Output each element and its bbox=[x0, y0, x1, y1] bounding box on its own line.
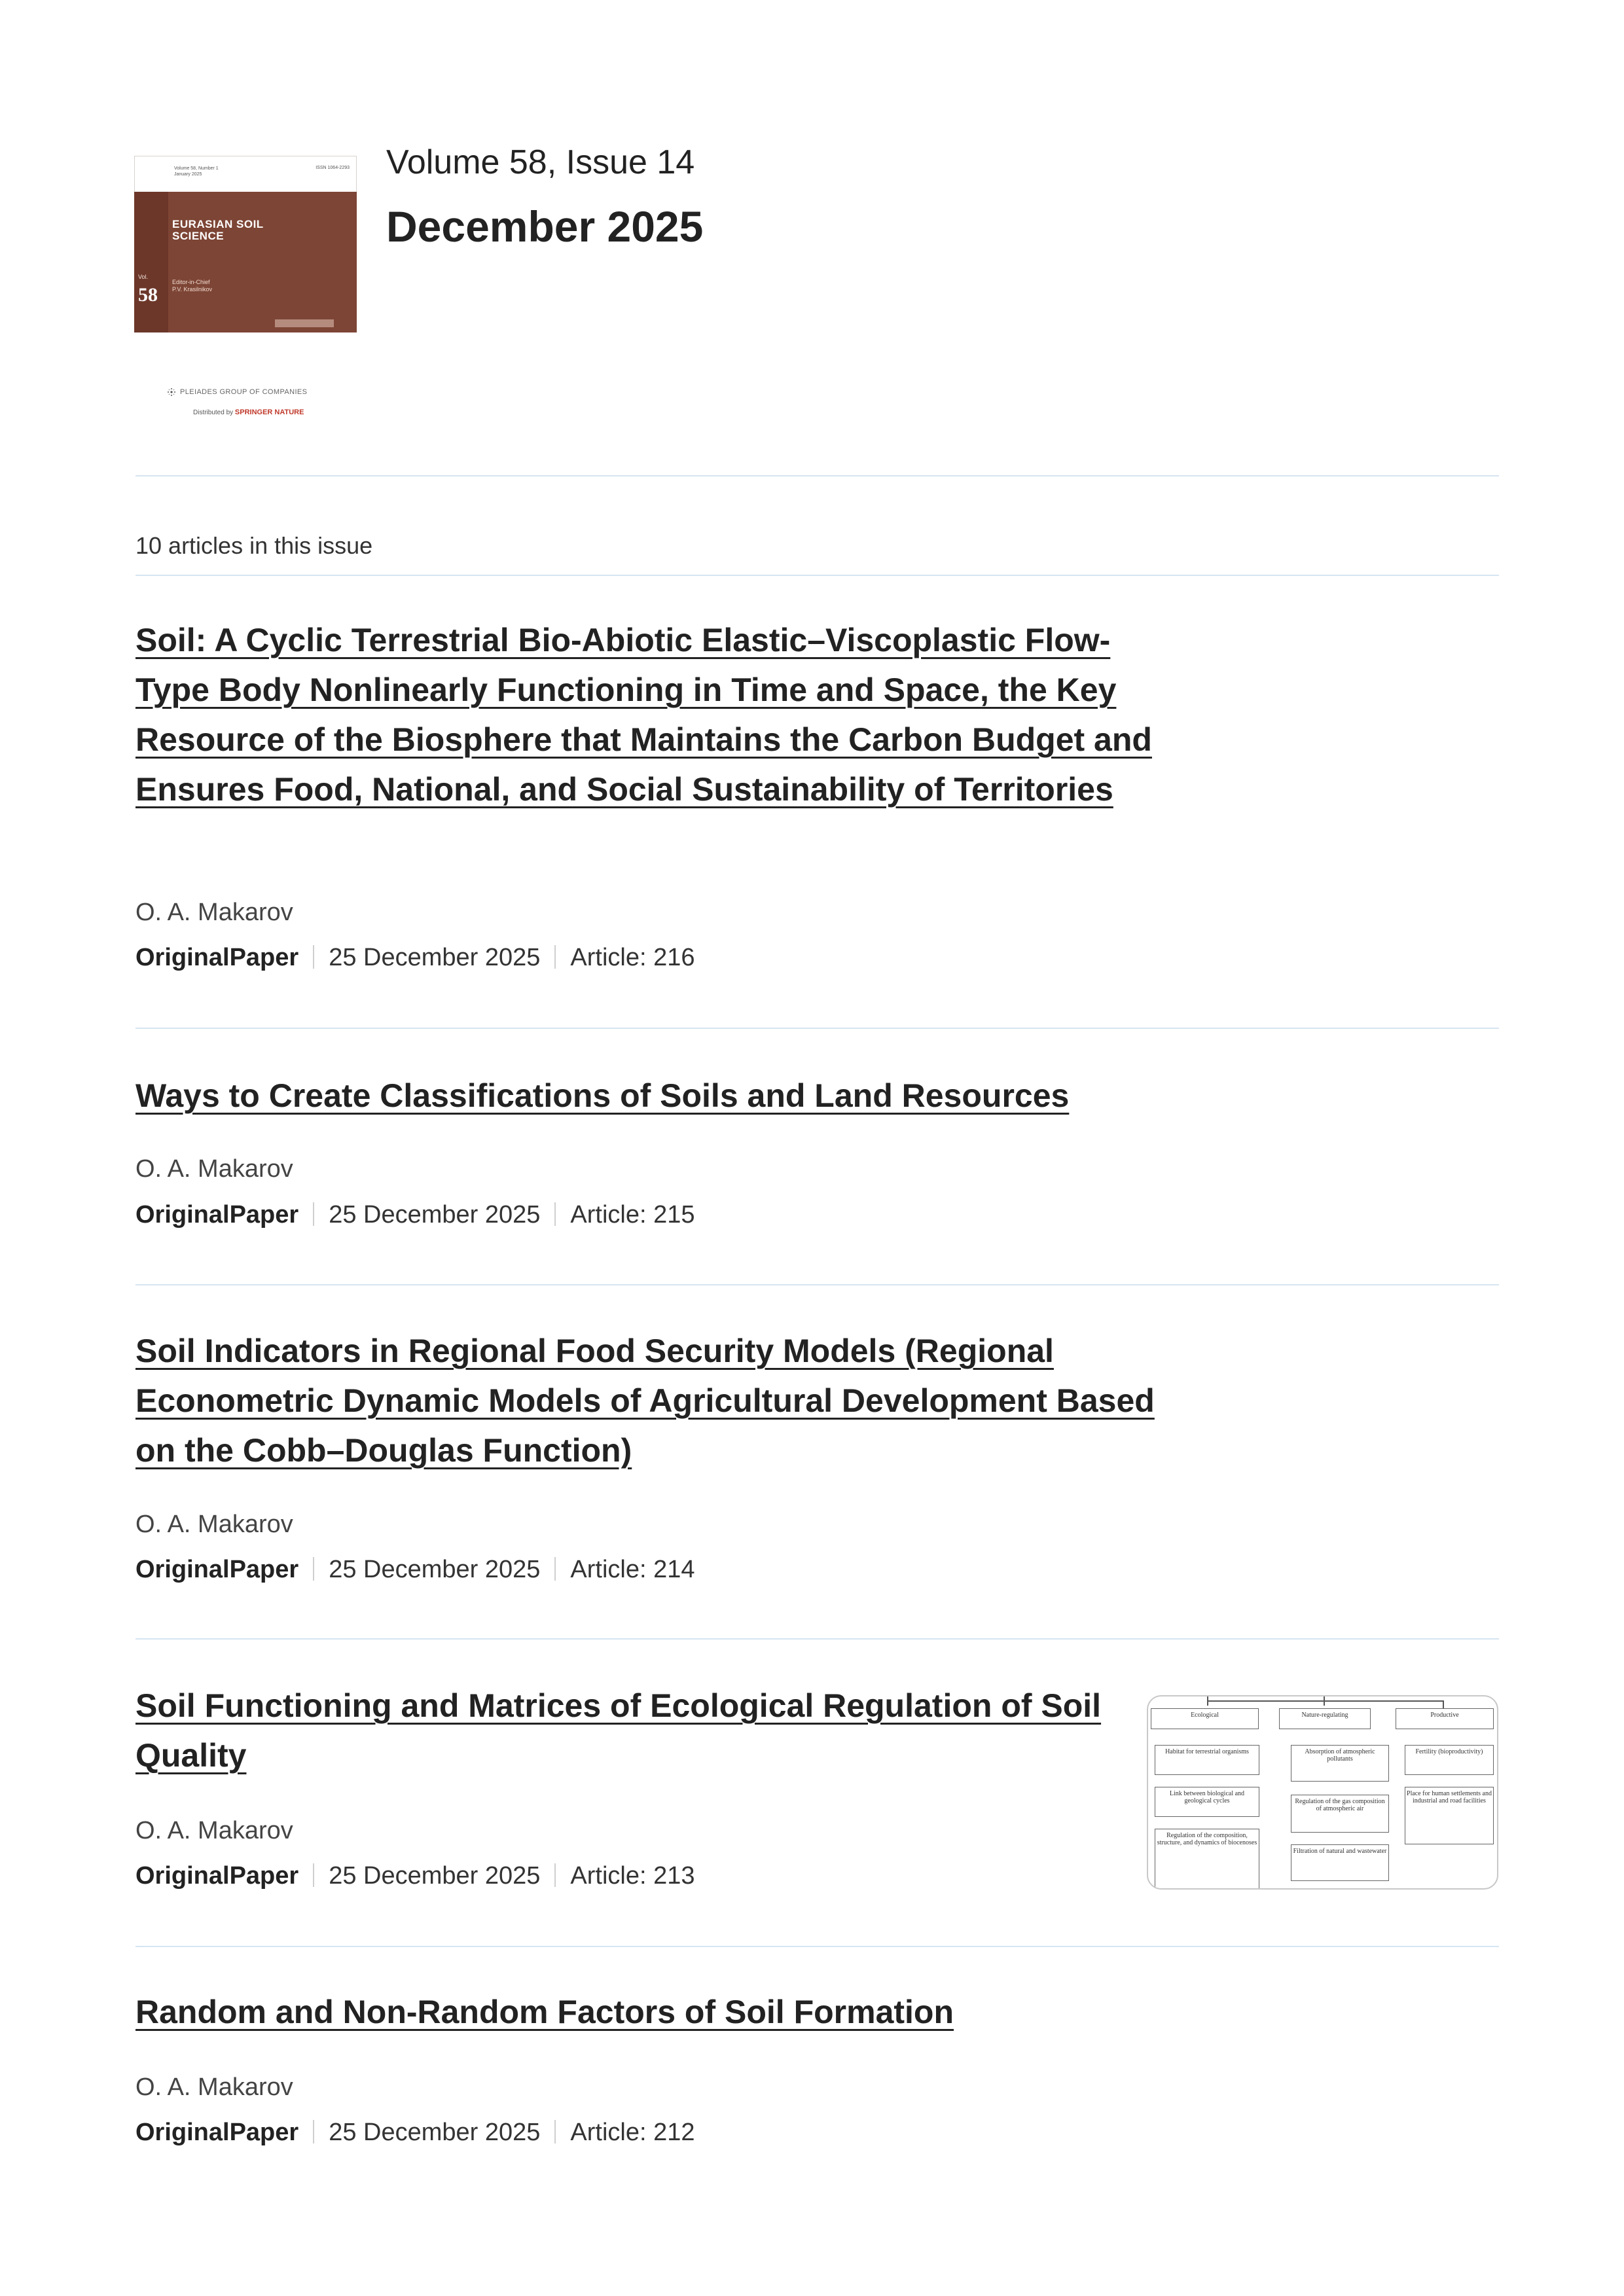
article-title-text[interactable]: Random and Non-Random Factors of Soil Formation bbox=[135, 1994, 954, 2030]
article-meta bbox=[135, 1556, 695, 1584]
meta-separator bbox=[554, 1863, 556, 1887]
cover-editor-text: Editor-in-Chief P.V. Krasilnikov bbox=[172, 279, 213, 293]
cover-volume-text: Volume 58, Number 1 January 2025 bbox=[174, 166, 219, 177]
thumb-box: Place for human settlements and industrial and road facilities bbox=[1405, 1787, 1494, 1844]
publisher-logo bbox=[167, 387, 307, 397]
thumb-box: Fertility (bioproductivity) bbox=[1405, 1745, 1494, 1775]
divider bbox=[135, 1946, 1499, 1947]
thumb-connector bbox=[1324, 1696, 1325, 1706]
cover-issn-text: ISSN 1064-2293 bbox=[316, 166, 350, 170]
thumb-connector bbox=[1207, 1700, 1443, 1702]
meta-separator bbox=[554, 1557, 556, 1581]
thumb-box: Habitat for terrestrial organisms bbox=[1155, 1745, 1259, 1775]
article-date: 25 December 2025 bbox=[329, 944, 541, 971]
article-authors[interactable]: O. A. Makarov bbox=[135, 1155, 293, 1183]
thumb-box: Filtration of natural and wastewater bbox=[1291, 1844, 1389, 1881]
divider bbox=[135, 575, 1499, 576]
article-figure-thumbnail[interactable] bbox=[1147, 1695, 1498, 1890]
publisher-name: PLEIADES GROUP OF COMPANIES bbox=[180, 387, 308, 396]
article-title-text[interactable]: Soil Indicators in Regional Food Security Models (Regional Econometric Dynamic Models of Agricultural Development Based on the Cobb–Douglas Function) bbox=[135, 1333, 1155, 1469]
thumb-box: Regulation of the composition, structure, and dynamics of biocenoses bbox=[1155, 1829, 1259, 1890]
article-title-link[interactable] bbox=[135, 615, 1157, 814]
meta-separator bbox=[554, 945, 556, 969]
distributor-line bbox=[193, 408, 304, 416]
article-title-link[interactable] bbox=[135, 1681, 1117, 1780]
article-authors[interactable]: O. A. Makarov bbox=[135, 1817, 293, 1844]
springer-nature-logo: SPRINGER NATURE bbox=[234, 408, 304, 416]
article-date: 25 December 2025 bbox=[329, 1862, 541, 1890]
divider bbox=[135, 1284, 1499, 1285]
article-type: OriginalPaper bbox=[135, 1556, 299, 1583]
cover-badge bbox=[275, 319, 334, 327]
article-title-link[interactable] bbox=[135, 1987, 1248, 2037]
thumb-header-box: Ecological bbox=[1151, 1708, 1259, 1729]
article-count: 10 articles in this issue bbox=[135, 532, 373, 559]
thumb-box: Link between biological and geological cycles bbox=[1155, 1787, 1259, 1817]
meta-separator bbox=[313, 2120, 314, 2144]
meta-separator bbox=[313, 1202, 314, 1226]
cover-header-strip bbox=[134, 156, 357, 192]
cover-spine-panel bbox=[134, 192, 168, 332]
article-authors[interactable]: O. A. Makarov bbox=[135, 899, 293, 926]
article-title-text[interactable]: Ways to Create Classifications of Soils and Land Resources bbox=[135, 1077, 1070, 1114]
article-type: OriginalPaper bbox=[135, 1201, 299, 1229]
article-number: Article: 212 bbox=[570, 2119, 695, 2146]
meta-separator bbox=[313, 1863, 314, 1887]
article-type: OriginalPaper bbox=[135, 1862, 299, 1890]
article-date: 25 December 2025 bbox=[329, 2119, 541, 2146]
cover-vol-label: Vol. bbox=[138, 274, 149, 280]
article-title-text[interactable]: Soil Functioning and Matrices of Ecological Regulation of Soil Quality bbox=[135, 1687, 1102, 1774]
pleiades-star-icon bbox=[167, 387, 176, 397]
meta-separator bbox=[554, 1202, 556, 1226]
article-number: Article: 215 bbox=[570, 1201, 695, 1229]
article-authors[interactable]: O. A. Makarov bbox=[135, 1511, 293, 1538]
meta-separator bbox=[313, 1557, 314, 1581]
article-number: Article: 214 bbox=[570, 1556, 695, 1583]
article-meta bbox=[135, 1201, 695, 1229]
article-number: Article: 213 bbox=[570, 1862, 695, 1890]
thumb-header-box: Productive bbox=[1396, 1708, 1494, 1729]
volume-issue-heading: Volume 58, Issue 14 bbox=[386, 143, 695, 181]
meta-separator bbox=[313, 945, 314, 969]
journal-cover-image[interactable] bbox=[134, 156, 357, 332]
article-meta bbox=[135, 944, 695, 972]
thumb-header-box: Nature-regulating bbox=[1279, 1708, 1371, 1729]
article-title-text[interactable]: Soil: A Cyclic Terrestrial Bio-Abiotic Elastic–Viscoplastic Flow-Type Body Nonlinearly Functioning in Time and Space, the Key Resource of the Biosphere that Maintains the Carbon Budget and Ensures Food, National, and Social Sustainability of Territories bbox=[135, 622, 1152, 808]
article-type: OriginalPaper bbox=[135, 944, 299, 971]
article-title-link[interactable] bbox=[135, 1326, 1157, 1475]
article-authors[interactable]: O. A. Makarov bbox=[135, 2073, 293, 2101]
article-meta bbox=[135, 1862, 695, 1890]
article-date: 25 December 2025 bbox=[329, 1201, 541, 1229]
thumb-box: Absorption of atmospheric pollutants bbox=[1291, 1745, 1389, 1782]
distributor-prefix: Distributed by bbox=[193, 409, 234, 416]
article-meta bbox=[135, 2119, 695, 2147]
cover-journal-title: EURASIAN SOIL SCIENCE bbox=[172, 218, 264, 242]
cover-vol-number: 58 bbox=[138, 284, 158, 306]
meta-separator bbox=[554, 2120, 556, 2144]
divider bbox=[135, 1028, 1499, 1029]
divider bbox=[135, 475, 1499, 476]
article-type: OriginalPaper bbox=[135, 2119, 299, 2146]
article-title-link[interactable] bbox=[135, 1071, 1248, 1121]
article-date: 25 December 2025 bbox=[329, 1556, 541, 1583]
article-number: Article: 216 bbox=[570, 944, 695, 971]
issue-date-heading: December 2025 bbox=[386, 202, 704, 251]
divider bbox=[135, 1638, 1499, 1640]
thumb-box: Regulation of the gas composition of atmospheric air bbox=[1291, 1795, 1389, 1833]
